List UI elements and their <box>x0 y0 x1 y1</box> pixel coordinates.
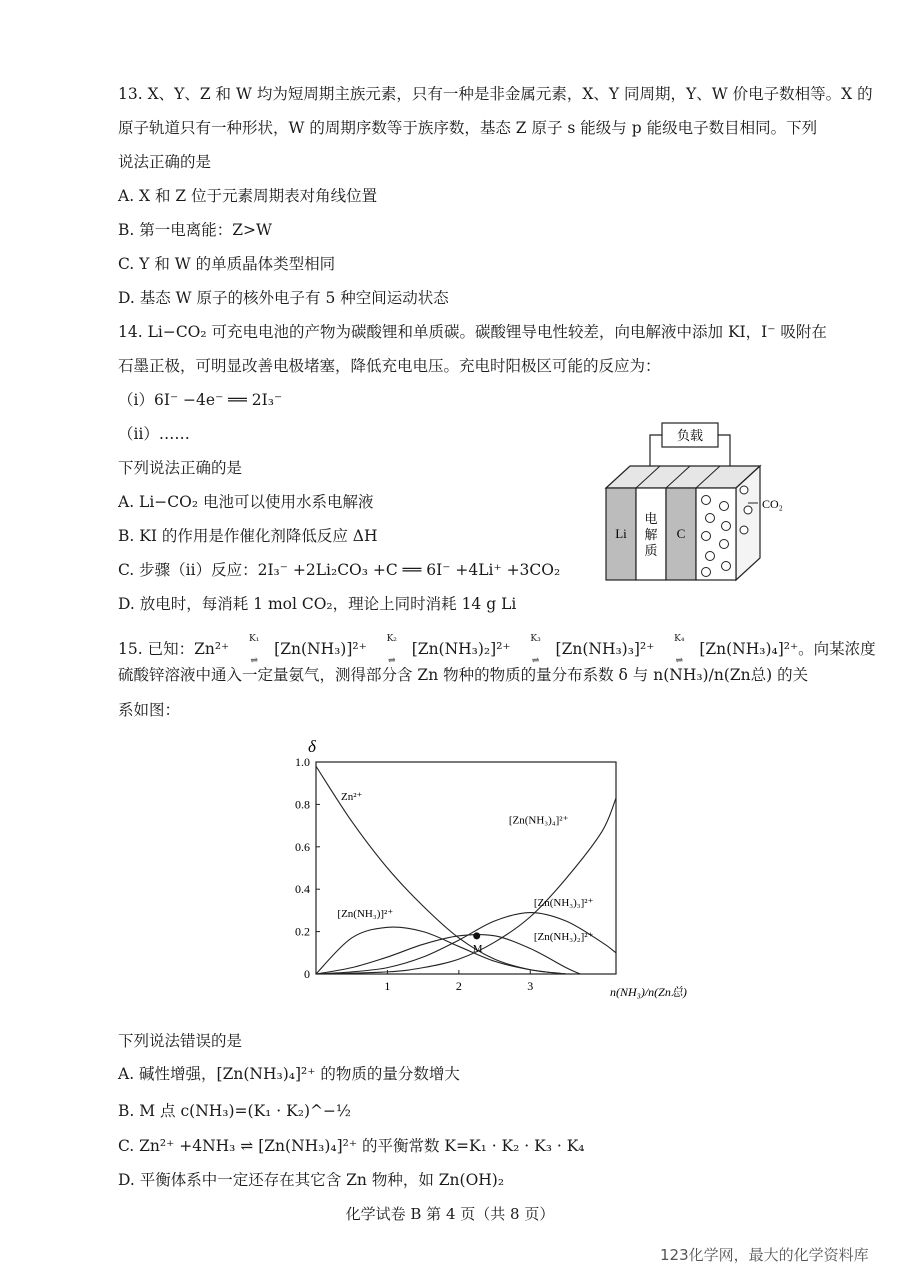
species-2: [Zn(NH₃)₂]²⁺ <box>411 640 511 658</box>
q15-prompt: 下列说法错误的是 <box>118 1032 243 1050</box>
k1-label: K₁ <box>249 634 260 644</box>
y-tick-label: 0.4 <box>295 882 310 897</box>
watermark: 123化学网，最大的化学资料库 <box>660 1246 869 1264</box>
q13-option-d: D. 基态 W 原子的核外电子有 5 种空间运动状态 <box>118 289 449 307</box>
electrolyte-label-1: 电 <box>644 511 658 526</box>
q13-line3: 说法正确的是 <box>118 153 212 171</box>
k2-label: K₂ <box>386 634 397 644</box>
q13-option-a: A. X 和 Z 位于元素周期表对角线位置 <box>118 187 378 205</box>
eq-arrow-k4: K₄ ⇌ <box>674 634 685 666</box>
q14-step1: （ⅰ）6I⁻ −4e⁻ ══ 2I₃⁻ <box>118 391 283 409</box>
load-label: 负载 <box>676 428 704 443</box>
battery-diagram <box>600 418 790 593</box>
series-label-4: [Zn(NH₃)₄]²⁺ <box>508 814 569 827</box>
series-label-0: Zn²⁺ <box>341 791 363 804</box>
point-m <box>473 932 480 939</box>
electrolyte-label-3: 质 <box>644 543 658 558</box>
wire-left <box>650 435 662 466</box>
q13-line2: 原子轨道只有一种形状，W 的周期序数等于族序数，基态 Z 原子 s 能级与 p 能级电子数目相同。下列 <box>118 119 818 137</box>
q15-option-a: A. 碱性增强，[Zn(NH₃)₄]²⁺ 的物质的量分数增大 <box>118 1065 460 1083</box>
eq-arrow-k3: K₃ ⇌ <box>530 634 541 666</box>
x-tick-label: 1 <box>384 979 391 993</box>
q14-option-c: C. 步骤（ⅱ）反应：2I₃⁻ +2Li₂CO₃ +C ══ 6I⁻ +4Li⁺ +3CO₂ <box>118 561 561 579</box>
q13-option-c: C. Y 和 W 的单质晶体类型相同 <box>118 255 336 273</box>
q15-line1-pre: 15. 已知：Zn²⁺ <box>118 640 230 658</box>
q15-option-d: D. 平衡体系中一定还存在其它含 Zn 物种，如 Zn(OH)₂ <box>118 1171 505 1189</box>
q14-line2: 石墨正极，可明显改善电极堵塞，降低充电电压。充电时阳极区可能的反应为： <box>118 357 661 375</box>
eq-arrow-k1: K₁ ⇌ <box>249 634 260 666</box>
x-tick-label: 2 <box>455 979 462 993</box>
q14-line1: 14. Li−CO₂ 可充电电池的产物为碳酸锂和单质碳。碳酸锂导电性较差，向电解液中添加 KI，I⁻ 吸附在 <box>118 323 827 341</box>
li-label: Li <box>615 526 627 541</box>
series-line-4 <box>316 798 616 974</box>
q13-option-b: B. 第一电离能：Z>W <box>118 221 272 239</box>
series-label-3: [Zn(NH₃)₃]²⁺ <box>533 897 594 910</box>
k4-label: K₄ <box>674 634 685 644</box>
carbon-label: C <box>676 526 686 541</box>
point-m-label: M <box>472 942 483 955</box>
q15-option-c: C. Zn²⁺ +4NH₃ ⇌ [Zn(NH₃)₄]²⁺ 的平衡常数 K=K₁ · K₂ · K₃ · K₄ <box>118 1137 585 1155</box>
q15-line3: 系如图： <box>118 701 181 719</box>
y-tick-label: 1.0 <box>295 755 310 769</box>
q15-option-b: B. M 点 c(NH₃)=(K₁ · K₂)^−½ <box>118 1102 351 1120</box>
q14-option-a: A. Li−CO₂ 电池可以使用水系电解液 <box>118 493 374 511</box>
co2-label: CO₂ <box>762 497 783 511</box>
series-label-2: [Zn(NH₃)₂]²⁺ <box>533 931 594 944</box>
x-tick-label: 3 <box>527 979 534 993</box>
x-axis-label: n(NH₃)/n(Zn总) <box>610 985 687 999</box>
y-tick-label: 0.2 <box>295 924 310 939</box>
y-tick-label: 0.6 <box>295 839 310 854</box>
species-4: [Zn(NH₃)₄]²⁺ <box>699 640 799 658</box>
page-footer: 化学试卷 B 第 4 页（共 8 页） <box>345 1205 555 1223</box>
eq-arrow-k2: K₂ ⇌ <box>386 634 397 666</box>
cell-top-face <box>606 466 760 488</box>
q14-option-d: D. 放电时，每消耗 1 mol CO₂，理论上同时消耗 14 g Li <box>118 595 517 613</box>
k3-label: K₃ <box>530 634 541 644</box>
y-tick-label: 0.8 <box>295 797 310 812</box>
species-3: [Zn(NH₃)₃]²⁺ <box>555 640 655 658</box>
q14-option-b: B. KI 的作用是作催化剂降低反应 ΔH <box>118 527 378 545</box>
q14-step2: （ⅱ）…… <box>118 425 190 443</box>
y-axis-label: δ <box>308 737 316 756</box>
y-tick-label: 0 <box>304 967 310 981</box>
wire-right <box>718 435 730 466</box>
electrolyte-label-2: 解 <box>644 527 658 542</box>
series-label-1: [Zn(NH₃)]²⁺ <box>337 907 394 920</box>
q14-prompt: 下列说法正确的是 <box>118 459 243 477</box>
q13-line1: 13. X、Y、Z 和 W 均为短周期主族元素，只有一种是非金属元素，X、Y 同周期，Y、W 价电子数相等。X 的 <box>118 85 873 103</box>
q15-line2: 硫酸锌溶液中通入一定量氨气，测得部分含 Zn 物种的物质的量分布系数 δ 与 n(NH₃)/n(Zn总) 的关 <box>118 666 809 684</box>
distribution-chart <box>270 730 687 1005</box>
q15-line1-post: 。向某浓度 <box>798 640 876 658</box>
species-1: [Zn(NH₃)]²⁺ <box>274 640 367 658</box>
